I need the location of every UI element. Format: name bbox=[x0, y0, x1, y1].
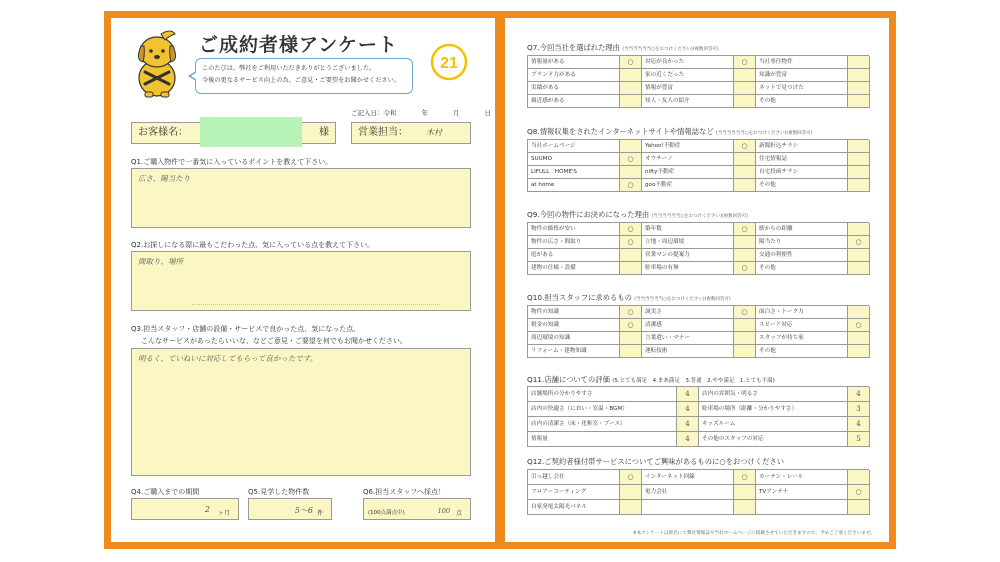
question-7-note: (当当当当当当○をおつけください)(複数回答可) bbox=[622, 47, 719, 52]
q10-mark-cell[interactable]: ○ bbox=[734, 306, 756, 319]
q7-option-cell: 家の近くだった bbox=[642, 69, 734, 82]
question-10-text: Q10.担当スタッフに求めるもの bbox=[527, 293, 632, 302]
q9-option-cell: 立地・周辺環境 bbox=[642, 236, 734, 249]
q9-mark-cell[interactable] bbox=[734, 249, 756, 262]
q9-option-cell: 物件の広さ・間取り bbox=[528, 236, 620, 249]
q7-mark-cell[interactable]: ○ bbox=[734, 56, 756, 69]
q7-mark-cell[interactable] bbox=[848, 95, 870, 108]
q9-mark-cell[interactable] bbox=[848, 249, 870, 262]
answer-6-value: 100 bbox=[437, 507, 450, 515]
q12-mark-cell[interactable] bbox=[848, 470, 870, 485]
greeting-line-1: このたびは、弊社をご利用いただきありがとうございました。 bbox=[202, 65, 376, 72]
dog-mascot-icon bbox=[131, 26, 183, 98]
q10-mark-cell[interactable] bbox=[734, 345, 756, 358]
question-8-text: Q8.情報収集をされたインターネットサイトや情報誌など bbox=[527, 127, 714, 136]
question-1: Q1.ご購入物件で一番気に入っているポイントを教えて下さい。 bbox=[131, 158, 333, 166]
q10-option-cell: 言葉遣い・マナー bbox=[642, 332, 734, 345]
question-4: Q4.ご購入までの期間 bbox=[131, 488, 200, 496]
q8-option-cell: SUUMO bbox=[528, 153, 620, 166]
q12-option-cell: TVアンテナ bbox=[756, 485, 848, 500]
q12-mark-cell[interactable] bbox=[848, 500, 870, 515]
q8-option-cell: goo不動産 bbox=[642, 179, 734, 192]
q10-option-cell: 周辺環境の知識 bbox=[528, 332, 620, 345]
q12-mark-cell[interactable]: ○ bbox=[620, 470, 642, 485]
q11-option-cell: 店内の清潔さ（床・化粧室・ブース） bbox=[528, 417, 677, 432]
page-title: ご成約者様アンケート bbox=[199, 34, 398, 56]
q7-option-cell: 当社専任物件 bbox=[756, 56, 848, 69]
question-9-note: (当当当当当当○をおつけください)(複数回答可) bbox=[651, 214, 748, 219]
question-5: Q5.見学した物件数 bbox=[248, 488, 310, 496]
q12-option-cell: インターネット回線 bbox=[642, 470, 734, 485]
greeting-speech-bubble bbox=[195, 58, 413, 94]
question-12: Q12.ご契約者様付帯サービスについてご興味があるものに○をおつけください bbox=[527, 457, 784, 466]
q8-mark-cell[interactable] bbox=[848, 153, 870, 166]
q11-option-cell: その他のスタッフの対応 bbox=[699, 432, 848, 447]
q10-mark-cell[interactable] bbox=[734, 319, 756, 332]
question-12-grid bbox=[527, 469, 869, 515]
answer-4-value: 2 bbox=[204, 505, 210, 514]
q10-option-cell: 誠実さ bbox=[642, 306, 734, 319]
answer-4-unit: ヶ月 bbox=[217, 510, 230, 517]
date-year-label: 年 bbox=[421, 109, 428, 117]
q9-option-cell: 駅からの距離 bbox=[756, 223, 848, 236]
q9-mark-cell[interactable]: ○ bbox=[734, 262, 756, 275]
q9-mark-cell[interactable] bbox=[848, 223, 870, 236]
customer-name-field[interactable] bbox=[131, 122, 336, 144]
question-7-text: Q7.今回当社を選ばれた理由 bbox=[527, 43, 620, 52]
q10-option-cell: 運転技術 bbox=[642, 345, 734, 358]
question-11-text: Q11.店舗についての評価 bbox=[527, 375, 610, 384]
q9-mark-cell[interactable] bbox=[620, 249, 642, 262]
q8-mark-cell[interactable]: ○ bbox=[620, 153, 642, 166]
q7-option-cell: ネットで見つけた bbox=[756, 82, 848, 95]
q10-option-cell: その他 bbox=[756, 345, 848, 358]
q8-option-cell: LIFULL HOME'S bbox=[528, 166, 620, 179]
q9-option-cell: 庭がある bbox=[528, 249, 620, 262]
q7-option-cell: その他 bbox=[756, 95, 848, 108]
question-8-note: (当当当当当当○をおつけください)(複数回答可) bbox=[716, 131, 813, 136]
q7-mark-cell[interactable] bbox=[620, 95, 642, 108]
q11-mark-cell[interactable]: 4 bbox=[677, 417, 699, 432]
q7-option-cell: 情報量がある bbox=[528, 56, 620, 69]
q12-mark-cell[interactable] bbox=[620, 500, 642, 515]
q7-mark-cell[interactable] bbox=[734, 82, 756, 95]
q8-option-cell: nifty不動産 bbox=[642, 166, 734, 179]
q7-mark-cell[interactable] bbox=[848, 56, 870, 69]
q10-option-cell: 清潔感 bbox=[642, 319, 734, 332]
q12-option-cell: 自家発電太陽光パネル bbox=[528, 500, 620, 515]
sales-staff-field[interactable] bbox=[351, 122, 471, 144]
q7-mark-cell[interactable] bbox=[620, 82, 642, 95]
q8-mark-cell[interactable] bbox=[734, 179, 756, 192]
q8-option-cell: 当社ホームページ bbox=[528, 140, 620, 153]
question-9-grid bbox=[527, 222, 869, 275]
q7-option-cell: 親近感がある bbox=[528, 95, 620, 108]
q12-option-cell: 引っ越し会社 bbox=[528, 470, 620, 485]
q9-mark-cell[interactable] bbox=[848, 262, 870, 275]
q11-mark-cell[interactable]: 4 bbox=[677, 387, 699, 402]
q9-mark-cell[interactable] bbox=[620, 262, 642, 275]
q10-mark-cell[interactable] bbox=[620, 345, 642, 358]
q7-mark-cell[interactable] bbox=[734, 69, 756, 82]
redacted-name-mask bbox=[200, 117, 302, 147]
answer-5-value: 5～6 bbox=[294, 506, 313, 515]
q10-option-cell: 税金の知識 bbox=[528, 319, 620, 332]
q8-option-cell: Yahoo!不動産 bbox=[642, 140, 734, 153]
answer-5-field[interactable] bbox=[248, 498, 332, 520]
dotted-divider bbox=[192, 304, 440, 305]
question-10-grid bbox=[527, 305, 869, 358]
date-field bbox=[351, 108, 491, 117]
q8-option-cell: その他 bbox=[756, 179, 848, 192]
questionnaire-sheet bbox=[104, 11, 896, 549]
answer-5-unit: 件 bbox=[316, 510, 323, 517]
q9-mark-cell[interactable] bbox=[734, 236, 756, 249]
q10-mark-cell[interactable] bbox=[848, 345, 870, 358]
q10-option-cell: リフォーム・建物知識 bbox=[528, 345, 620, 358]
question-11-grid bbox=[527, 386, 869, 447]
q9-mark-cell[interactable]: ○ bbox=[848, 236, 870, 249]
q7-option-cell: ブランド力がある bbox=[528, 69, 620, 82]
question-10-note: (当当当当当当○をおつけください)(複数回答可) bbox=[634, 297, 731, 302]
q8-mark-cell[interactable] bbox=[620, 166, 642, 179]
q8-option-cell: 新聞折込チラシ bbox=[756, 140, 848, 153]
q8-mark-cell[interactable] bbox=[848, 179, 870, 192]
question-7-grid bbox=[527, 55, 869, 108]
q10-mark-cell[interactable] bbox=[620, 332, 642, 345]
sales-staff-value: 木村 bbox=[426, 128, 442, 137]
footnote: ※本アンケートは匿名にて弊社情報誌や当社ホームページに掲載させていただきますので、予めご了承くださいませ。 bbox=[632, 531, 875, 536]
question-8 bbox=[527, 127, 812, 137]
q7-option-cell: 実績がある bbox=[528, 82, 620, 95]
q10-mark-cell[interactable]: ○ bbox=[620, 306, 642, 319]
q7-option-cell: 対応が良かった bbox=[642, 56, 734, 69]
q7-mark-cell[interactable] bbox=[620, 69, 642, 82]
answer-4-field[interactable] bbox=[131, 498, 239, 520]
q10-mark-cell[interactable] bbox=[848, 306, 870, 319]
century21-logo bbox=[429, 42, 469, 82]
q7-option-cell: 情報が豊富 bbox=[642, 82, 734, 95]
q12-option-cell bbox=[642, 500, 734, 515]
date-month-label: 月 bbox=[453, 109, 460, 117]
right-page bbox=[505, 18, 889, 542]
answer-6-field[interactable] bbox=[363, 498, 471, 520]
date-day-label: 日 bbox=[484, 109, 491, 117]
q12-mark-cell[interactable]: ○ bbox=[734, 470, 756, 485]
q8-option-cell: 自宅投函チラシ bbox=[756, 166, 848, 179]
q12-option-cell bbox=[756, 500, 848, 515]
q10-mark-cell[interactable] bbox=[734, 332, 756, 345]
q10-option-cell: 物件の知識 bbox=[528, 306, 620, 319]
q7-mark-cell[interactable] bbox=[848, 69, 870, 82]
q7-mark-cell[interactable]: ○ bbox=[620, 56, 642, 69]
q11-option-cell: キッズルーム bbox=[699, 417, 848, 432]
q11-option-cell: 店内の雰囲気・明るさ bbox=[699, 387, 848, 402]
q11-mark-cell[interactable]: 3 bbox=[848, 402, 870, 417]
question-7 bbox=[527, 43, 719, 53]
customer-suffix: 様 bbox=[319, 127, 329, 138]
q12-option-cell: フロアーコーティング bbox=[528, 485, 620, 500]
q9-mark-cell[interactable]: ○ bbox=[620, 236, 642, 249]
question-2: Q2.お探しになる際に最もこだわった点、気に入っている点を教えて下さい。 bbox=[131, 241, 375, 249]
q10-option-cell: スピード対応 bbox=[756, 319, 848, 332]
answer-3-text: 明るく、ていねいに対応してもらって良かったです。 bbox=[138, 354, 318, 363]
greeting-line-2: 今後の更なるサービス向上の為、ご意見・ご要望をお聞かせください。 bbox=[202, 77, 400, 84]
q9-mark-cell[interactable]: ○ bbox=[734, 223, 756, 236]
q11-mark-cell[interactable]: 4 bbox=[848, 387, 870, 402]
question-6: Q6.担当スタッフへ採点！ bbox=[363, 488, 446, 496]
question-3-line-2: こんなサービスがあったらいいな、などご意見・ご要望を何でもお聞かせください。 bbox=[141, 337, 407, 345]
customer-name-label: お客様名： bbox=[138, 127, 188, 138]
q10-option-cell: スタッフが持ち家 bbox=[756, 332, 848, 345]
answer-6-unit: 点 bbox=[455, 510, 462, 517]
q8-mark-cell[interactable] bbox=[848, 166, 870, 179]
answer-6-note: (100点満点中) bbox=[368, 510, 405, 516]
question-11 bbox=[527, 375, 775, 385]
q7-option-cell: 知識が豊富 bbox=[756, 69, 848, 82]
q7-option-cell: 知人・友人の紹介 bbox=[642, 95, 734, 108]
q9-option-cell: 交通の利便性 bbox=[756, 249, 848, 262]
question-10 bbox=[527, 293, 731, 303]
q11-mark-cell[interactable]: 4 bbox=[677, 432, 699, 447]
q8-mark-cell[interactable] bbox=[734, 153, 756, 166]
q8-mark-cell[interactable] bbox=[620, 140, 642, 153]
question-9 bbox=[527, 210, 748, 220]
q12-mark-cell[interactable] bbox=[734, 485, 756, 500]
q12-mark-cell[interactable] bbox=[734, 500, 756, 515]
q9-option-cell: 物件の価格が安い bbox=[528, 223, 620, 236]
q11-option-cell: 店内の快適さ（におい・室温・BGM） bbox=[528, 402, 677, 417]
q10-mark-cell[interactable]: ○ bbox=[848, 319, 870, 332]
q11-option-cell: 店舗場所の分かりやすさ bbox=[528, 387, 677, 402]
q8-mark-cell[interactable]: ○ bbox=[734, 140, 756, 153]
q12-option-cell: 電力会社 bbox=[642, 485, 734, 500]
q8-mark-cell[interactable] bbox=[848, 140, 870, 153]
q11-mark-cell[interactable]: 5 bbox=[848, 432, 870, 447]
q9-option-cell: 営業マンの提案力 bbox=[642, 249, 734, 262]
q9-option-cell: 築年数 bbox=[642, 223, 734, 236]
q11-option-cell: 情報量 bbox=[528, 432, 677, 447]
q10-mark-cell[interactable]: ○ bbox=[620, 319, 642, 332]
q7-mark-cell[interactable] bbox=[848, 82, 870, 95]
date-label: ご記入日：令和 bbox=[351, 109, 397, 117]
q10-mark-cell[interactable] bbox=[848, 332, 870, 345]
q9-option-cell: 建物の仕様・設備 bbox=[528, 262, 620, 275]
q8-option-cell: オウチーノ bbox=[642, 153, 734, 166]
question-3-line-1: Q3.担当スタッフ・店舗の設備・サービスで良かった点、気になった点、 bbox=[131, 325, 361, 333]
q9-option-cell: 駐車場の有無 bbox=[642, 262, 734, 275]
answer-3-field[interactable] bbox=[131, 348, 471, 476]
question-8-grid bbox=[527, 139, 869, 192]
q8-option-cell: 住宅情報誌 bbox=[756, 153, 848, 166]
q7-mark-cell[interactable] bbox=[734, 95, 756, 108]
sales-staff-label: 営業担当： bbox=[358, 127, 408, 138]
q12-mark-cell[interactable]: ○ bbox=[848, 485, 870, 500]
answer-1-field[interactable] bbox=[131, 168, 471, 228]
question-11-scale: (5.とても満足 4.まあ満足 3.普通 2.やや満足 1.とても不満) bbox=[612, 378, 775, 384]
q11-option-cell: 駐車場の場所（距離・分かりやすさ） bbox=[699, 402, 848, 417]
q10-option-cell: 面白さ・トーク力 bbox=[756, 306, 848, 319]
q8-option-cell: at home bbox=[528, 179, 620, 192]
q11-mark-cell[interactable]: 4 bbox=[677, 402, 699, 417]
q9-option-cell: その他 bbox=[756, 262, 848, 275]
q9-mark-cell[interactable]: ○ bbox=[620, 223, 642, 236]
question-9-text: Q9.今回の物件にお決めになった理由 bbox=[527, 210, 650, 219]
q12-option-cell: カーテン・レール bbox=[756, 470, 848, 485]
q11-mark-cell[interactable]: 4 bbox=[848, 417, 870, 432]
q8-mark-cell[interactable] bbox=[734, 166, 756, 179]
answer-2-field[interactable] bbox=[131, 251, 471, 311]
answer-1-text: 広さ、陽当たり bbox=[138, 174, 191, 183]
q12-mark-cell[interactable] bbox=[620, 485, 642, 500]
left-page bbox=[111, 18, 495, 542]
q9-option-cell: 陽当たり bbox=[756, 236, 848, 249]
q8-mark-cell[interactable]: ○ bbox=[620, 179, 642, 192]
logo-text: 21 bbox=[440, 55, 458, 72]
answer-2-text: 間取り、場所 bbox=[138, 257, 183, 266]
